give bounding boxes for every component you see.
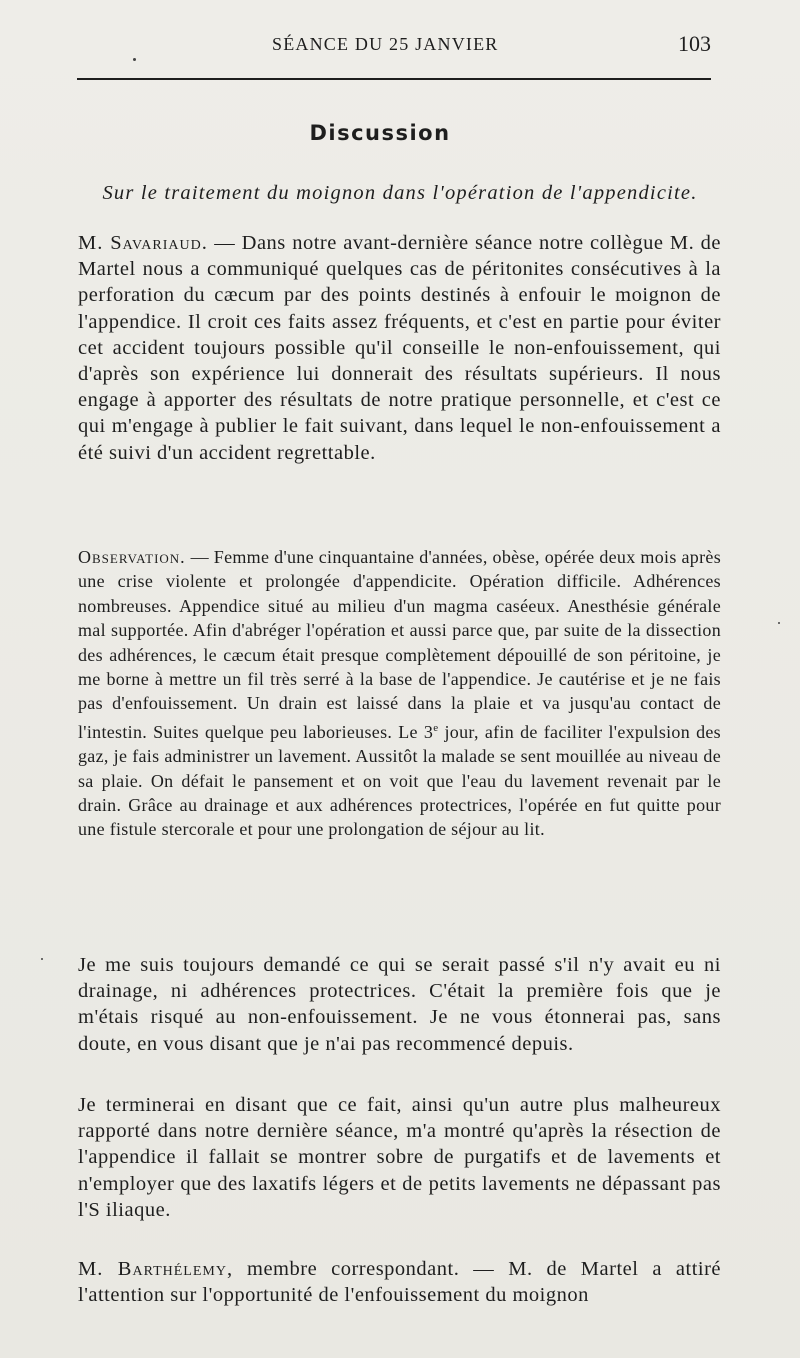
header-rule xyxy=(77,78,711,80)
observation-text: — Femme d'une cinquantaine d'années, obèse, opérée deux mois après une crise violente et prolongée d'appendicite. Opération difficile. Adhérences nombreuses. Appendice situé au milieu d'un magma caséeux. Anesthésie générale mal supportée. Afin d'abréger l'opération et aussi parce que, par suite de la dissection des adhérences, le cæcum était presque complètement dépouillé de son péritoine, je me borne à mettre un fil très serré à la base de l'appendice. Je cautérise et je ne fais pas d'enfouissement. Un drain est laissé dans la plaie et va jusqu'au contact de l'intestin. Suites quelque peu laborieuses. Le 3 xyxy=(78,547,721,742)
section-subheading: Sur le traitement du moignon dans l'opération de l'appendicite. xyxy=(102,182,698,204)
running-title: SÉANCE DU 25 JANVIER xyxy=(272,34,499,54)
speaker-savariaud: M. Savariaud. xyxy=(78,232,208,254)
print-fleck xyxy=(41,958,43,960)
section-heading: Discussion xyxy=(309,121,451,145)
running-head xyxy=(0,31,800,58)
closing-2-text: Je terminerai en disant que ce fait, ainsi qu'un autre plus malheureux rapporté dans notre dernière séance, m'a montré qu'après la résection de l'appendice il fallait se montrer sobre de purgatifs et de lavements et n'employer que des laxatifs légers et de petits lavements ne dépassant pas l'S iliaque. xyxy=(78,1094,721,1221)
observation-superscript: e xyxy=(433,721,439,734)
paragraph-savariaud xyxy=(78,230,721,466)
closing-1-text: Je me suis toujours demandé ce qui se serait passé s'il n'y avait eu ni drainage, ni adhérences protectrices. C'était la première fois que je m'étais risqué au non-enfouissement. Je ne vous étonnerai pas, sans doute, en vous disant que je n'ai pas recommencé depuis. xyxy=(78,954,721,1055)
print-fleck xyxy=(133,58,136,61)
paragraph-closing-2 xyxy=(78,1092,721,1223)
paragraph-barthelemy xyxy=(78,1256,721,1308)
speaker-barthelemy: M. Barthélemy, xyxy=(78,1258,234,1280)
observation-text-after: jour, afin de faciliter l'expulsion des gaz, je fais administrer un lavement. Aussitôt la malade se sent mouillée au niveau de sa plaie. On défait le pansement et on voit que l'eau du lavement revenait par le drain. Grâce au drainage et aux adhérences protectrices, l'opérée en fut quitte pour une fistule stercorale et pour une prolongation de séjour au lit. xyxy=(78,721,721,840)
print-fleck xyxy=(778,622,780,624)
page-number: 103 xyxy=(678,31,711,56)
paragraph-closing-1 xyxy=(78,952,721,1057)
paragraph-observation xyxy=(78,545,721,842)
paragraph-savariaud-text: — Dans notre avant-dernière séance notre collègue M. de Martel nous a communiqué quelques cas de péritonites consécutives à la perforation du cæcum par des points destinés à enfouir le moignon de l'appendice. Il croit ces faits assez fréquents, et c'est en partie pour éviter cet accident toujours possible qu'il conseille le non-enfouissement, qui d'après son expérience lui donnerait des résultats supérieurs. Il nous engage à apporter des résultats de notre pratique personnelle, et c'est ce qui m'engage à publier le fait suivant, dans lequel le non-enfouissement a été suivi d'un accident regrettable. xyxy=(78,232,721,464)
observation-label: Observation. xyxy=(78,547,186,567)
paragraph-barthelemy-text: membre correspondant. — M. de Martel a attiré l'attention sur l'opportunité de l'enfouissement du moignon xyxy=(78,1258,722,1307)
